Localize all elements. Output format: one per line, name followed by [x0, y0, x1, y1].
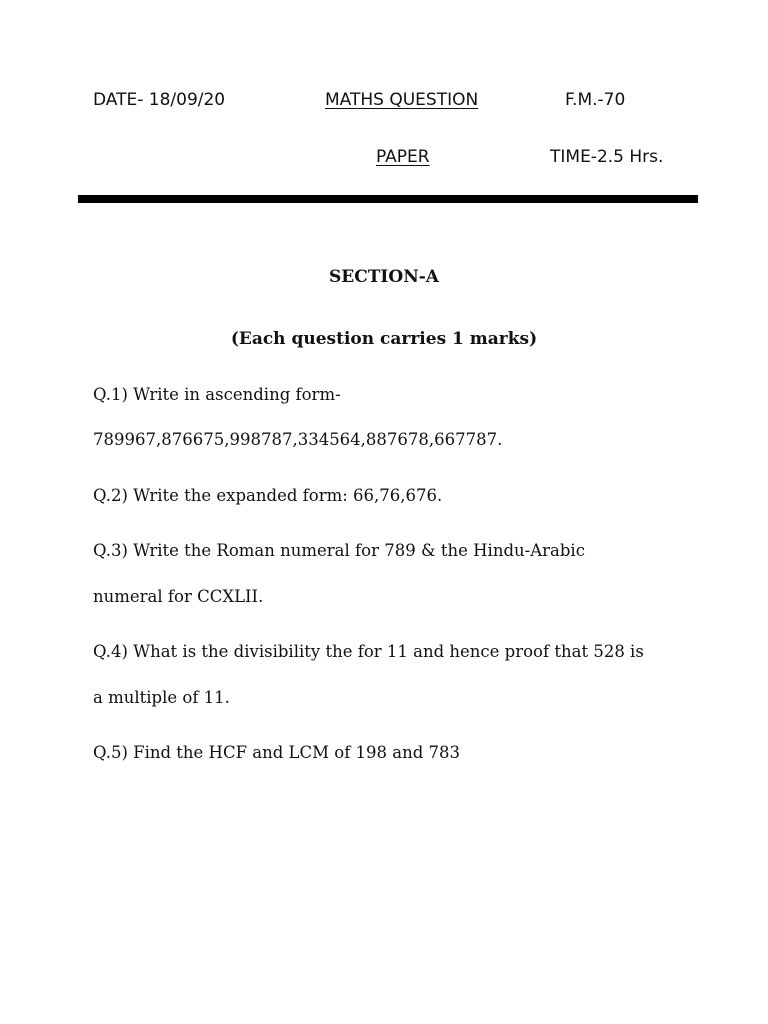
paper-title-line-2: PAPER [376, 147, 430, 167]
question-4-continuation: a multiple of 11. [93, 688, 230, 707]
section-note: (Each question carries 1 marks) [230, 329, 538, 349]
question-3-text: Q.3) Write the Roman numeral for 789 & the Hindu-Arabic [93, 541, 585, 560]
question-1-text: Q.1) Write in ascending form- [93, 385, 341, 404]
header-divider [78, 195, 698, 203]
section-title: SECTION-A [329, 267, 439, 287]
question-4-text: Q.4) What is the divisibility the for 11 and hence proof that 528 is [93, 642, 644, 661]
date-label: DATE- 18/09/20 [93, 90, 226, 110]
paper-title-line-1: MATHS QUESTION [325, 90, 479, 110]
full-marks-label: F.M.-70 [565, 90, 626, 110]
question-5-text: Q.5) Find the HCF and LCM of 198 and 783 [93, 743, 461, 762]
question-2-text: Q.2) Write the expanded form: 66,76,676. [93, 486, 443, 505]
question-3-continuation: numeral for CCXLII. [93, 587, 264, 606]
time-label: TIME-2.5 Hrs. [550, 147, 664, 167]
question-1-numbers: 789967,876675,998787,334564,887678,667787. [93, 430, 503, 449]
